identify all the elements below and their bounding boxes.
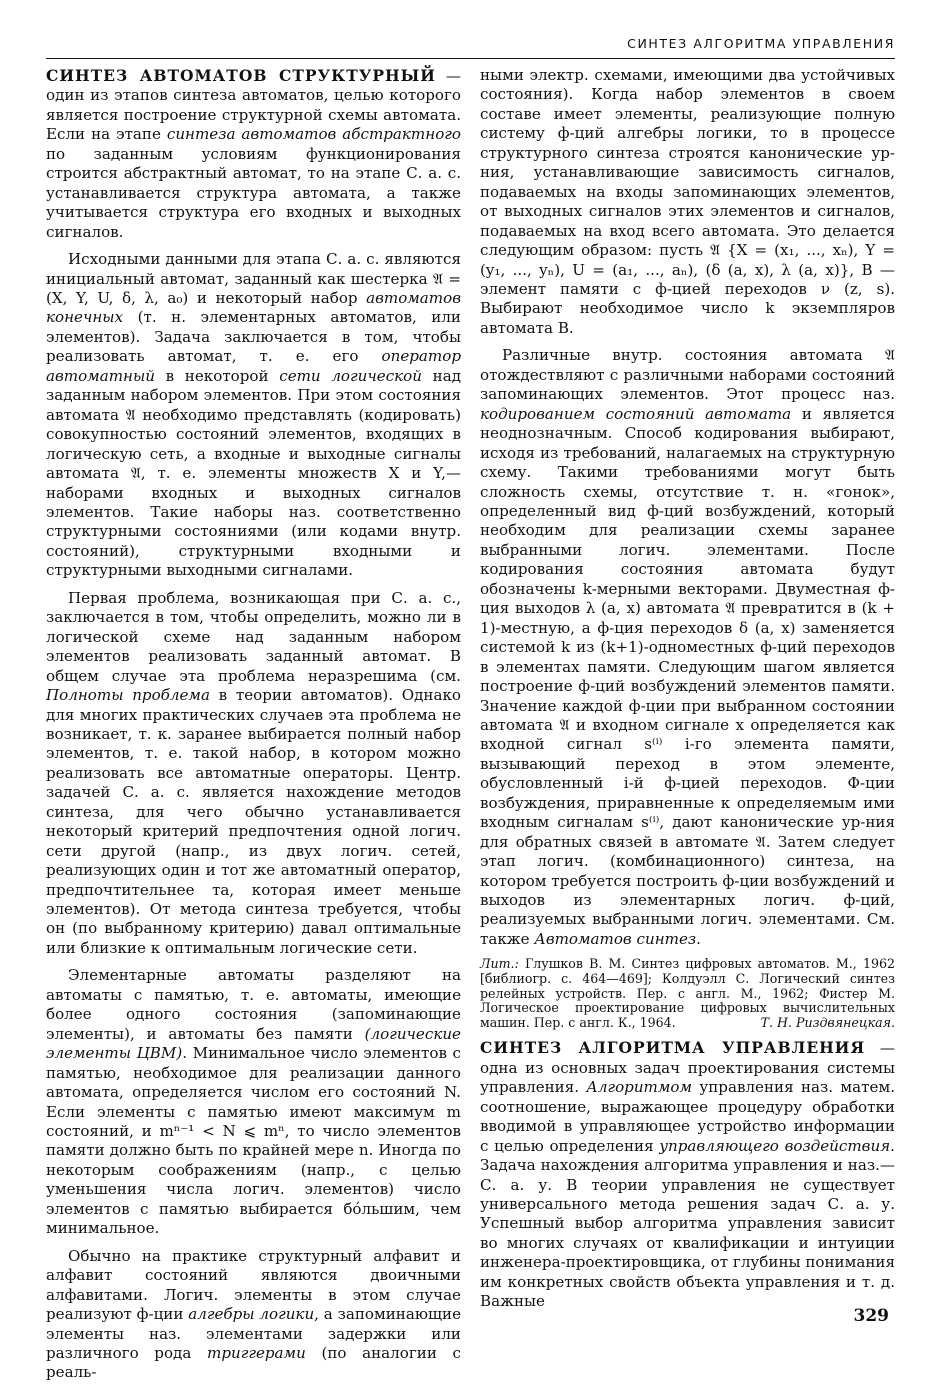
text: Глушков В. М. Синтез цифровых автоматов. М., 1962 [библиогр. с. 464—469]; Колдуэлл С. Логический синтез релейных устройств. Пер. с англ. М., 1962; Фистер М. Логическое проектирование цифровых вычислительных машин. Пер. с англ. К., 1964. xyxy=(480,956,895,1030)
running-head: СИНТЕЗ АЛГОРИТМА УПРАВЛЕНИЯ xyxy=(627,36,895,51)
cross-reference: алгебры логики xyxy=(188,1305,315,1324)
text: по заданным условиям функционирования строится абстрактный автомат, то на этапе С. а. с. устанавливается структура автомата, а также учитывается структура его входных и выходных сигналов. xyxy=(46,144,461,241)
cross-reference: кодированием состояний автомата xyxy=(480,404,792,423)
paragraph xyxy=(46,250,461,581)
cross-reference: синтеза автоматов абстрактного xyxy=(166,125,461,144)
entry-control-algorithm-synthesis xyxy=(480,1038,895,1311)
headword: СИНТЕЗ АВТОМАТОВ СТРУКТУРНЫЙ xyxy=(46,66,436,85)
text: . Задача нахождения алгоритма управления и наз.— С. а. у. В теории управления не существует универсального метода решения задач С. а. у. Успешный выбор алгоритма управления зависит во многих случаях от квалификации и интуиции инженера-проектировщика, от глубины понимания им конкретных свойств объекта управления и т. д. Важные xyxy=(480,1136,895,1311)
text: . xyxy=(696,929,701,948)
text: . Минимальное число элементов с памятью, необходимое для реализации данного автомата, определяется числом его состояний N. Если элементы с памятью имеют максимум m состояний, и mⁿ⁻¹ < N ⩽ mⁿ, то число элементов памяти должно быть по крайней мере n. Иногда по некоторым соображениям (напр., с целью уменьшения числа логич. элементов) число элементов с памятью выбирается бо́льшим, чем минимальное. xyxy=(46,1044,462,1238)
cross-reference: сети логической xyxy=(279,366,422,385)
cross-reference: Автоматов синтез xyxy=(534,929,697,948)
paragraph-continued: ными электр. схемами, имеющими два устойчивых состояния). Когда набор элементов в своем составе имеет элементы, реализующие полную систему ф-ций алгебры логики, то в процессе структурного синтеза строятся канонические ур-ния, устанавливающие зависимость сигналов, подаваемых на входы запоминающих элементов, от выходных сигналов этих элементов и сигналов, подаваемых на вход всего автомата. Это делается следующим образом: пусть 𝔄 {X = (x₁, ..., xₙ), Y = (y₁, ..., yₙ), U = (a₁, ..., aₙ), (δ (a, x), λ (a, x)}, B — элемент памяти с ф-цией переходов ν (z, s). Выбирают необходимое число k экземпляров автомата B. xyxy=(480,66,895,337)
text: и является неоднозначным. Способ кодирования выбирают, исходя из требований, налагаемых на структурную схему. Такими требованиями могут быть сложность схемы, отсутствие т. н. «гонок», определенный вид ф-ций возбуждений, который необходим для реализации схемы заранее выбранными логич. элементами. После кодирования состояния автомата будут обозначены k-мерными векторами. Двуместная ф-ция выходов λ (a, x) автомата 𝔄 превратится в (k + 1)-местную, а ф-ция переходов δ (a, x) заменяется системой k из (k+1)-одноместных ф-ций переходов в элементах памяти. Следующим шагом является построение ф-ций возбуждений элементов памяти. Значение каждой ф-ции при выбранном состоянии автомата 𝔄 и входном сигнале x определяется как входной сигнал s⁽ⁱ⁾ i-го элемента памяти, вызывающий переход в этом элементе, обусловленный i-й ф-цией переходов. Ф-ции возбуждения, приравненные к определяемым ими входным сигналам s⁽ⁱ⁾, дают канонические ур-ния для обратных связей в автомате 𝔄. Затем следует этап логич. (комбинационного) синтеза, на котором требуется построить ф-ции возбуждений и выходов из элементарных логич. ф-ций, реализуемых выбранными логич. элементами. См. также xyxy=(480,404,896,948)
paragraph xyxy=(480,346,895,949)
cross-reference: автоматов конечных xyxy=(46,288,461,327)
headword: СИНТЕЗ АЛГОРИТМА УПРАВЛЕНИЯ xyxy=(480,1038,866,1058)
text: — одна из основных задач проектирования системы управления. xyxy=(480,1039,895,1097)
cross-reference: триггерами xyxy=(207,1344,306,1362)
text: над заданным набором элементов. При этом состояния автомата 𝔄 необходимо представлять (кодировать) совокупностью состояний элементов, входящих в логическую сеть, а входные и выходные сигналы автомата 𝔄, т. е. элементы множеств X и Y,— наборами входных и выходных сигналов элементов. Такие наборы наз. соответственно структурными состояниями (или кодами внутр. состояний), структурными входными и структурными выходными сигналами. xyxy=(46,366,461,580)
right-column xyxy=(480,66,895,1320)
text: в некоторой xyxy=(154,366,280,385)
paragraph xyxy=(46,589,461,959)
paragraph xyxy=(46,966,461,1238)
literature-label: Лит.: xyxy=(480,956,519,972)
text: в теории автоматов). Однако для многих практических случаев эта проблема не возникает, т. к. заранее выбирается полный набор элементов, т. е. такой набор, в котором можно реализовать все автоматные операторы. Центр. задачей С. а. с. является нахождение методов синтеза, для чего обычно устанавливается некоторый критерий предпочтения одной логич. сети другой (напр., из двух логич. сетей, реализующих один и тот же автоматный оператор, предпочтительнее та, которая имеет меньше элементов). От метода синтеза требуется, чтобы он (по выбранному критерию) давал оптимальные или близкие к оптимальным логические сети. xyxy=(46,686,461,957)
cross-reference: управляющего воздействия xyxy=(659,1136,891,1155)
cross-reference: оператор автоматный xyxy=(46,347,461,385)
literature-references xyxy=(480,957,895,1030)
text: Обычно на практике структурный алфавит и алфавит состояний являются двоичными алфавитами. Логич. элементы в этом случае реализуют ф-ции xyxy=(46,1246,461,1324)
cross-reference: Алгоритмом xyxy=(586,1078,692,1097)
left-column xyxy=(46,66,461,1391)
page-number: 329 xyxy=(853,1306,889,1326)
text: управления наз. матем. соотношение, выражающее процедуру обработки вводимой в управляющее устройство информации с целью определения xyxy=(480,1078,895,1155)
text: Элементарные автоматы разделяют на автоматы с памятью, т. е. автоматы, имеющие более одного состояния (запоминающие элементы), и автоматы без памяти xyxy=(46,966,461,1043)
cross-reference: Полноты проблема xyxy=(46,686,210,705)
paragraph xyxy=(46,1247,461,1383)
text: — один из этапов синтеза автоматов, целью которого является построение структурной схемы автомата. Если на этапе xyxy=(46,67,461,144)
text: (т. н. элементарных автоматов, или элементов). Задача заключается в том, чтобы реализовать автомат, т. е. его xyxy=(46,308,461,366)
entry-structural-synthesis xyxy=(46,66,461,242)
text: (по аналогии с реаль- xyxy=(46,1344,461,1382)
text: , а запоминающие элементы наз. элементами задержки или различного рода xyxy=(46,1305,462,1362)
author-signature: Т. Н. Риздвянецкая. xyxy=(760,1014,895,1030)
text: Первая проблема, возникающая при С. а. с., заключается в том, чтобы определить, можно ли в логической схеме над заданным набором элементов реализовать заданный автомат. В общем случае эта проблема неразрешима (см. xyxy=(46,588,461,685)
cross-reference: (логические элементы ЦВМ) xyxy=(46,1024,461,1063)
header-rule xyxy=(46,58,895,59)
text: Исходными данными для этапа С. а. с. являются инициальный автомат, заданный как шестерка 𝔄 = (X, Y, U, δ, λ, a₀) и некоторый набор xyxy=(46,250,461,307)
text: Различные внутр. состояния автомата 𝔄 отождествляют с различными наборами состояний запоминающих элементов. Этот процесс наз. xyxy=(480,346,895,404)
